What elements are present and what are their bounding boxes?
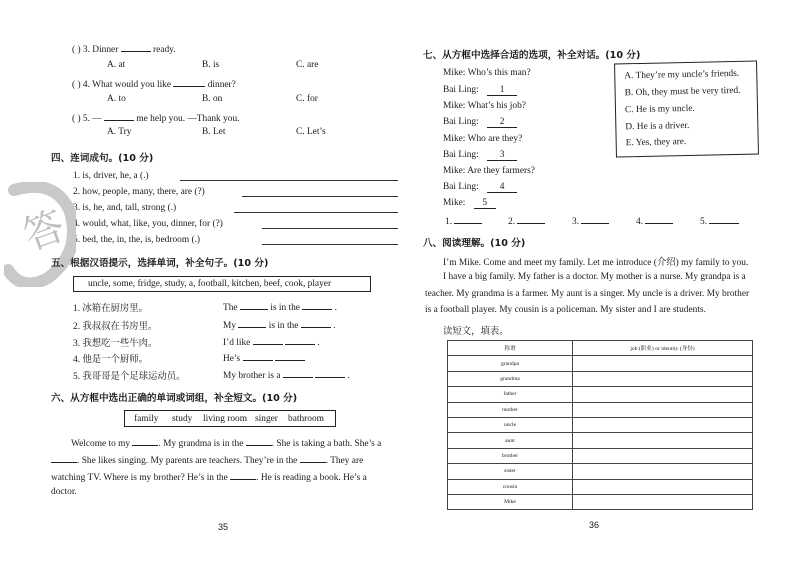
q5-tail: me help you. —Thank you. [136, 114, 240, 124]
row-answer-cell[interactable] [573, 387, 753, 402]
sec4-answer-line-4[interactable] [262, 228, 398, 229]
family-table [447, 340, 753, 510]
table-row [448, 356, 753, 371]
q3-option-b: B. is [202, 60, 220, 70]
sec5-cn-4: 4. 他是一个厨师。 [73, 355, 149, 365]
sec5-3-blank-b[interactable] [285, 335, 315, 345]
passage-line-3: teacher. My grandma is a farmer. My aunt is a singer. My uncle is a driver. My brother [425, 289, 750, 299]
section-7-title: 七、从方框中选择合适的选项，补全对话。(10 分) [423, 50, 641, 61]
dialog-line-6: Bai Ling: 3 [443, 150, 517, 161]
table-row [448, 464, 753, 479]
sec5-5-blank-b[interactable] [315, 368, 345, 378]
sec6-line-1: Welcome to my . My grandma is in the . She is taking a bath. She’s a [71, 436, 381, 449]
page-number-right: 36 [589, 520, 600, 530]
sec6-word-living-room: living room [203, 414, 248, 424]
stamp-watermark [4, 182, 76, 287]
dialog-blank-4[interactable]: 4 [487, 182, 517, 193]
section-8-title: 八、阅读理解。(10 分) [423, 238, 526, 249]
sec6-word-singer: singer [255, 414, 278, 424]
sec6-line-3: watching TV. Where is my brother? He’s in the . He is reading a book. He’s a [51, 470, 367, 483]
row-answer-cell[interactable] [573, 371, 753, 386]
answer-slot-4[interactable] [645, 214, 673, 224]
q4-option-a: A. to [107, 94, 126, 104]
sec5-en-3: I’d like . [223, 335, 320, 348]
passage-line-1: I’m Mike. Come and meet my family. Let me introduce (介绍) my family to you. [443, 258, 749, 268]
option-b: B. Oh, they must be very tired. [624, 85, 741, 99]
sec7-answer-4: 4. [636, 214, 673, 227]
answer-slot-3[interactable] [581, 214, 609, 224]
row-answer-cell[interactable] [573, 402, 753, 417]
sec4-answer-line-5[interactable] [262, 244, 398, 245]
q4-tail: dinner? [207, 80, 236, 90]
q3-tail: ready. [153, 45, 176, 55]
row-label: aunt [448, 433, 573, 448]
page-number-left: 35 [218, 522, 229, 532]
q5-option-c: C. Let’s [296, 127, 326, 137]
table-row [448, 402, 753, 417]
dialog-line-9: Mike: 5 [443, 198, 496, 209]
sec5-cn-3: 3. 我想吃一些牛肉。 [73, 339, 158, 349]
q5-stem: ( ) 5. — [72, 114, 102, 124]
dialog-line-1: Mike: Who’s this man? [443, 68, 531, 78]
table-row [448, 448, 753, 463]
sec5-cn-1: 1. 冰箱在厨房里。 [73, 304, 149, 314]
option-e: E. Yes, they are. [625, 137, 687, 149]
option-d: D. He is a driver. [625, 120, 690, 133]
option-c: C. He is my uncle. [624, 103, 695, 116]
q5-option-b: B. Let [202, 127, 226, 137]
sec5-1-blank-a[interactable] [240, 300, 268, 310]
answer-slot-1[interactable] [454, 214, 482, 224]
dialog-line-8: Bai Ling: 4 [443, 182, 517, 193]
row-label: cousin [448, 479, 573, 494]
dialog-blank-3[interactable]: 3 [487, 150, 517, 161]
section-6-title: 六、从方框中选出正确的单词或词组，补全短文。(10 分) [51, 393, 298, 404]
row-answer-cell[interactable] [573, 479, 753, 494]
dialog-line-2: Bai Ling: 1 [443, 85, 517, 96]
dialog-line-5: Mike: Who are they? [443, 134, 523, 144]
q4-option-c: C. for [296, 94, 318, 104]
q5-blank[interactable] [104, 111, 134, 121]
question-4 [72, 77, 236, 90]
row-label: grandma [448, 371, 573, 386]
table-header-relation: 称谓 [448, 341, 573, 356]
answer-slot-2[interactable] [517, 214, 545, 224]
table-row [448, 479, 753, 494]
dialog-blank-1[interactable]: 1 [487, 85, 517, 96]
table-header-job: job (职业) or identity (身份) [573, 341, 753, 356]
table-instruction: 读短文，填表。 [443, 327, 509, 337]
sec5-2-blank-b[interactable] [301, 318, 331, 328]
question-3 [72, 42, 176, 55]
table-header-row [448, 341, 753, 356]
question-5 [72, 111, 239, 124]
section-4-title: 四、连词成句。(10 分) [51, 153, 154, 164]
row-label: brother [448, 448, 573, 463]
sec4-answer-line-3[interactable] [234, 212, 398, 213]
sec7-options-box [614, 61, 759, 158]
answer-slot-5[interactable] [709, 214, 739, 224]
sec4-answer-line-1[interactable] [180, 180, 398, 181]
sec6-blank-1[interactable] [132, 436, 158, 446]
q4-option-b: B. on [202, 94, 223, 104]
sec4-item-3: 3. is, he, and, tall, strong (.) [73, 203, 177, 213]
sec5-3-blank-a[interactable] [253, 335, 283, 345]
sec5-word-list: uncle, some, fridge, study, a, football, kitchen, beef, cook, player [88, 279, 332, 289]
sec5-cn-2: 2. 我叔叔在书房里。 [73, 322, 158, 332]
stamp-char: 答 [17, 202, 71, 260]
dialog-blank-2[interactable]: 2 [487, 117, 517, 128]
sec5-en-1: The is in the . [223, 300, 337, 313]
sec5-1-blank-b[interactable] [302, 300, 332, 310]
option-a: A. They’re my uncle’s friends. [624, 68, 740, 82]
sec6-word-family: family [134, 414, 159, 424]
sec6-blank-5[interactable] [230, 470, 256, 480]
q3-blank[interactable] [121, 42, 151, 52]
row-answer-cell[interactable] [573, 448, 753, 463]
sec7-answer-3: 3. [572, 214, 609, 227]
passage-line-2: I have a big family. My father is a doctor. My mother is a nurse. My grandpa is a [443, 272, 746, 282]
q3-option-c: C. are [296, 60, 319, 70]
sec6-line-4: doctor. [51, 487, 77, 497]
q3-option-a: A. at [107, 60, 126, 70]
row-label: father [448, 387, 573, 402]
table-row [448, 494, 753, 509]
sec4-answer-line-2[interactable] [242, 196, 398, 197]
row-label: Mike [448, 494, 573, 509]
table-row [448, 387, 753, 402]
q5-option-a: A. Try [107, 127, 132, 137]
q4-blank[interactable] [173, 77, 205, 87]
dialog-line-3: Mike: What’s his job? [443, 101, 526, 111]
sec4-item-2: 2. how, people, many, there, are (?) [73, 187, 205, 197]
sec6-line-2: . She likes singing. My parents are teachers. They’re in the . They are [51, 453, 363, 466]
sec4-item-4: 4. would, what, like, you, dinner, for (?) [73, 219, 223, 229]
table-row [448, 433, 753, 448]
sec7-answer-5: 5. [700, 214, 739, 227]
sec5-2-blank-a[interactable] [238, 318, 266, 328]
section-5-title: 五、根据汉语提示，选择单词，补全句子。(10 分) [51, 258, 269, 269]
sec7-answer-2: 2. [508, 214, 545, 227]
sec6-blank-3[interactable] [51, 453, 77, 463]
sec5-5-blank-a[interactable] [283, 368, 313, 378]
sec6-blank-2[interactable] [246, 436, 272, 446]
q3-stem: ( ) 3. Dinner [72, 45, 119, 55]
table-row [448, 371, 753, 386]
sec6-blank-4[interactable] [300, 453, 326, 463]
passage-line-4: is a football player. My cousin is a policeman. My sister and I are students. [425, 305, 706, 315]
dialog-line-4: Bai Ling: 2 [443, 117, 517, 128]
row-label: sister [448, 464, 573, 479]
dialog-blank-5[interactable]: 5 [474, 198, 496, 209]
row-label: grandpa [448, 356, 573, 371]
sec7-answer-1: 1. [445, 214, 482, 227]
q4-stem: ( ) 4. What would you like [72, 80, 172, 90]
sec6-word-study: study [172, 414, 193, 424]
dialog-line-7: Mike: Are they farmers? [443, 166, 535, 176]
sec5-cn-5: 5. 我哥哥是个足球运动员。 [73, 372, 186, 382]
sec4-item-5: 5. bed, the, in, the, is, bedroom (.) [73, 235, 201, 245]
sec5-en-5: My brother is a . [223, 368, 350, 381]
table-row [448, 417, 753, 432]
row-answer-cell[interactable] [573, 433, 753, 448]
row-answer-cell[interactable] [573, 494, 753, 509]
sec5-en-2: My is in the . [223, 318, 335, 331]
sec5-word-box [73, 276, 371, 292]
row-label: uncle [448, 417, 573, 432]
sec6-word-bathroom: bathroom [288, 414, 324, 424]
row-label: mother [448, 402, 573, 417]
sec5-en-4: He’s [223, 351, 305, 364]
sec5-4-blank-b[interactable] [275, 351, 305, 361]
sec4-item-1: 1. is, driver, he, a (.) [73, 171, 149, 181]
row-answer-cell[interactable] [573, 356, 753, 371]
sec5-4-blank-a[interactable] [243, 351, 273, 361]
sec6-word-box [124, 410, 336, 427]
row-answer-cell[interactable] [573, 417, 753, 432]
row-answer-cell[interactable] [573, 464, 753, 479]
